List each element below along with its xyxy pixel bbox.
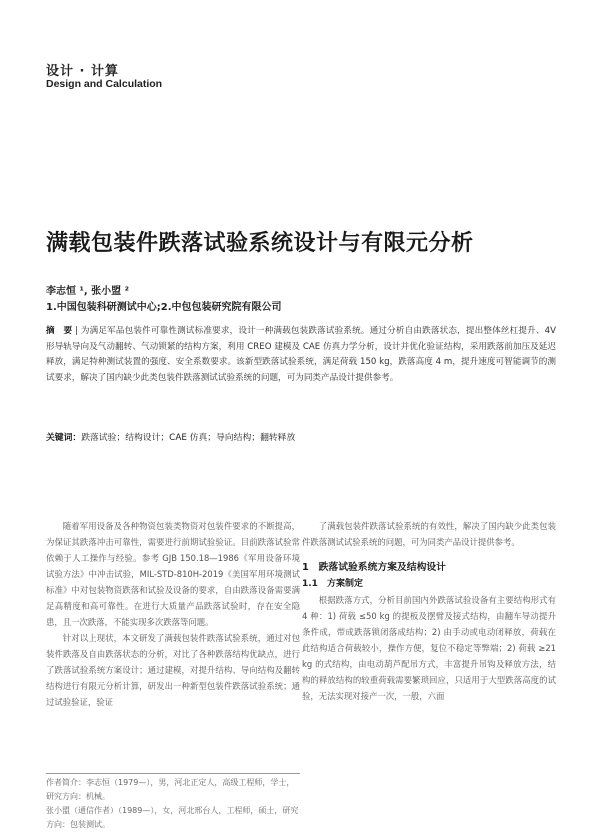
- author-line: 李志恒 ¹, 张小盟 ²: [46, 286, 130, 297]
- footnote-author-1: 作者简介：李志恒（1979—），男，河北正定人，高级工程师，学士，研究方向：机械。: [46, 778, 295, 801]
- section-heading-1-1: 1.1 方案制定: [302, 579, 363, 589]
- section-label-cn: 设计 · 计算: [46, 64, 119, 79]
- footnote: [46, 773, 300, 832]
- body-paragraph: 针对以上现状，本文研发了满载包装件跌落试验系统，通过对包装件跌落及自由跌落状态的分析，对比了各种跌落结构优缺点，进行了跌落试验系统方案设计；通过建模，对提升结构、导向结构及翻转结构进行有限元分析计算，研发出一种新型包装件跌落试验系统；通过试验验证，验证: [46, 633, 300, 707]
- body-column-left: [46, 518, 300, 710]
- paper-title: 满载包装件跌落试验系统设计与有限元分析: [46, 231, 474, 256]
- footnote-author-2: 张小盟（通信作者）（1989—），女，河北邢台人，工程师，硕士，研究方向：包装测试。: [46, 806, 299, 829]
- abstract-label: 摘 要: [46, 326, 73, 336]
- keywords-text: 跌落试验；结构设计；CAE 仿真；导向结构；翻转释放: [81, 433, 296, 443]
- body-paragraph: 了满载包装件跌落试验系统的有效性，解决了国内缺少此类包装件跌落测试试验系统的问题，可为同类产品设计提供参考。: [302, 521, 556, 547]
- keywords-label: 关键词：: [46, 433, 82, 443]
- abstract: 摘 要 | 为满足军品包装件可靠性测试标准要求，设计一种满载包装跌落试验系统。通过分析自由跌落状态，提出整体丝杠提升、4V 形导轨导向及气动翻转、气动锁紧的结构方案，利用 CREO 建模及 CAE 仿真力学分析，设计并优化验证结构，采用跌落前加压及延迟释放，满足特种测试装置的强度、安全系数要求。该新型跌落试验系统，满足荷载 150 kg，跌落高度 4 m，提升速度可智能调节的测试要求，解决了国内缺少此类包装件跌落测试试验系统的问题，可为同类产品设计提供参考。: [46, 326, 556, 383]
- body-paragraph: 随着军用设备及各种物资包装类物资对包装件要求的不断提高，为保证其跌落冲击可靠性，需要进行前期试验验证。目前跌落试验常依赖于人工操作与经验。参考 GJB 150.18—1986《军用设备环境试验方法》中冲击试验，MIL-STD-810H-2019《美国军用环境测试标准》中对包装物资跌落和试验及设备的要求，自由跌落设备需要满足高精度和高可靠性。在进行大质量产品跌落试验时，存在安全隐患，且一次跌落，不能实现多次跌落等问题。: [46, 521, 300, 627]
- affiliation-line: 1.中国包装科研测试中心;2.中包包装研究院有限公司: [46, 302, 282, 313]
- section-heading-1: 1 跌落试验系统方案及结构设计: [302, 562, 446, 573]
- section-label-en: Design and Calculation: [46, 78, 163, 90]
- body-paragraph: 根据跌落方式，分析目前国内外跌落试验设备有主要结构形式有 4 种：1) 荷载 ≤50 kg 的提板及摆臂及接式结构，由翻车导动提升条件成，带成跌落锁闭落成结构；2) 由手动或电动闭释放，荷载在此结构适合荷载较小，操作方便，复位不稳定等弊端；2) 荷载 ≥21 kg 的式结构，由电动葫芦配吊方式，丰富提升吊钩及释放方法，结构的释放结构的较重荷载需要繁琐回应，只适用于大型跌落高度的试验，无法实现对接产一次，一般，六面: [302, 595, 556, 701]
- body-column-right: [302, 518, 556, 704]
- abstract-text: 为满足军品包装件可靠性测试标准要求，设计一种满载包装跌落试验系统。通过分析自由跌落状态，提出整体丝杠提升、4V 形导轨导向及气动翻转、气动锁紧的结构方案，利用 CREO 建模及 CAE 仿真力学分析，设计并优化验证结构，采用跌落前加压及延迟释放，满足特种测试装置的强度、安全系数要求。该新型跌落试验系统，满足荷载 150 kg，跌落高度 4 m，提升速度可智能调节的测试要求，解决了国内缺少此类包装件跌落测试试验系统的问题，可为同类产品设计提供参考。: [46, 326, 556, 383]
- keywords: [46, 430, 556, 443]
